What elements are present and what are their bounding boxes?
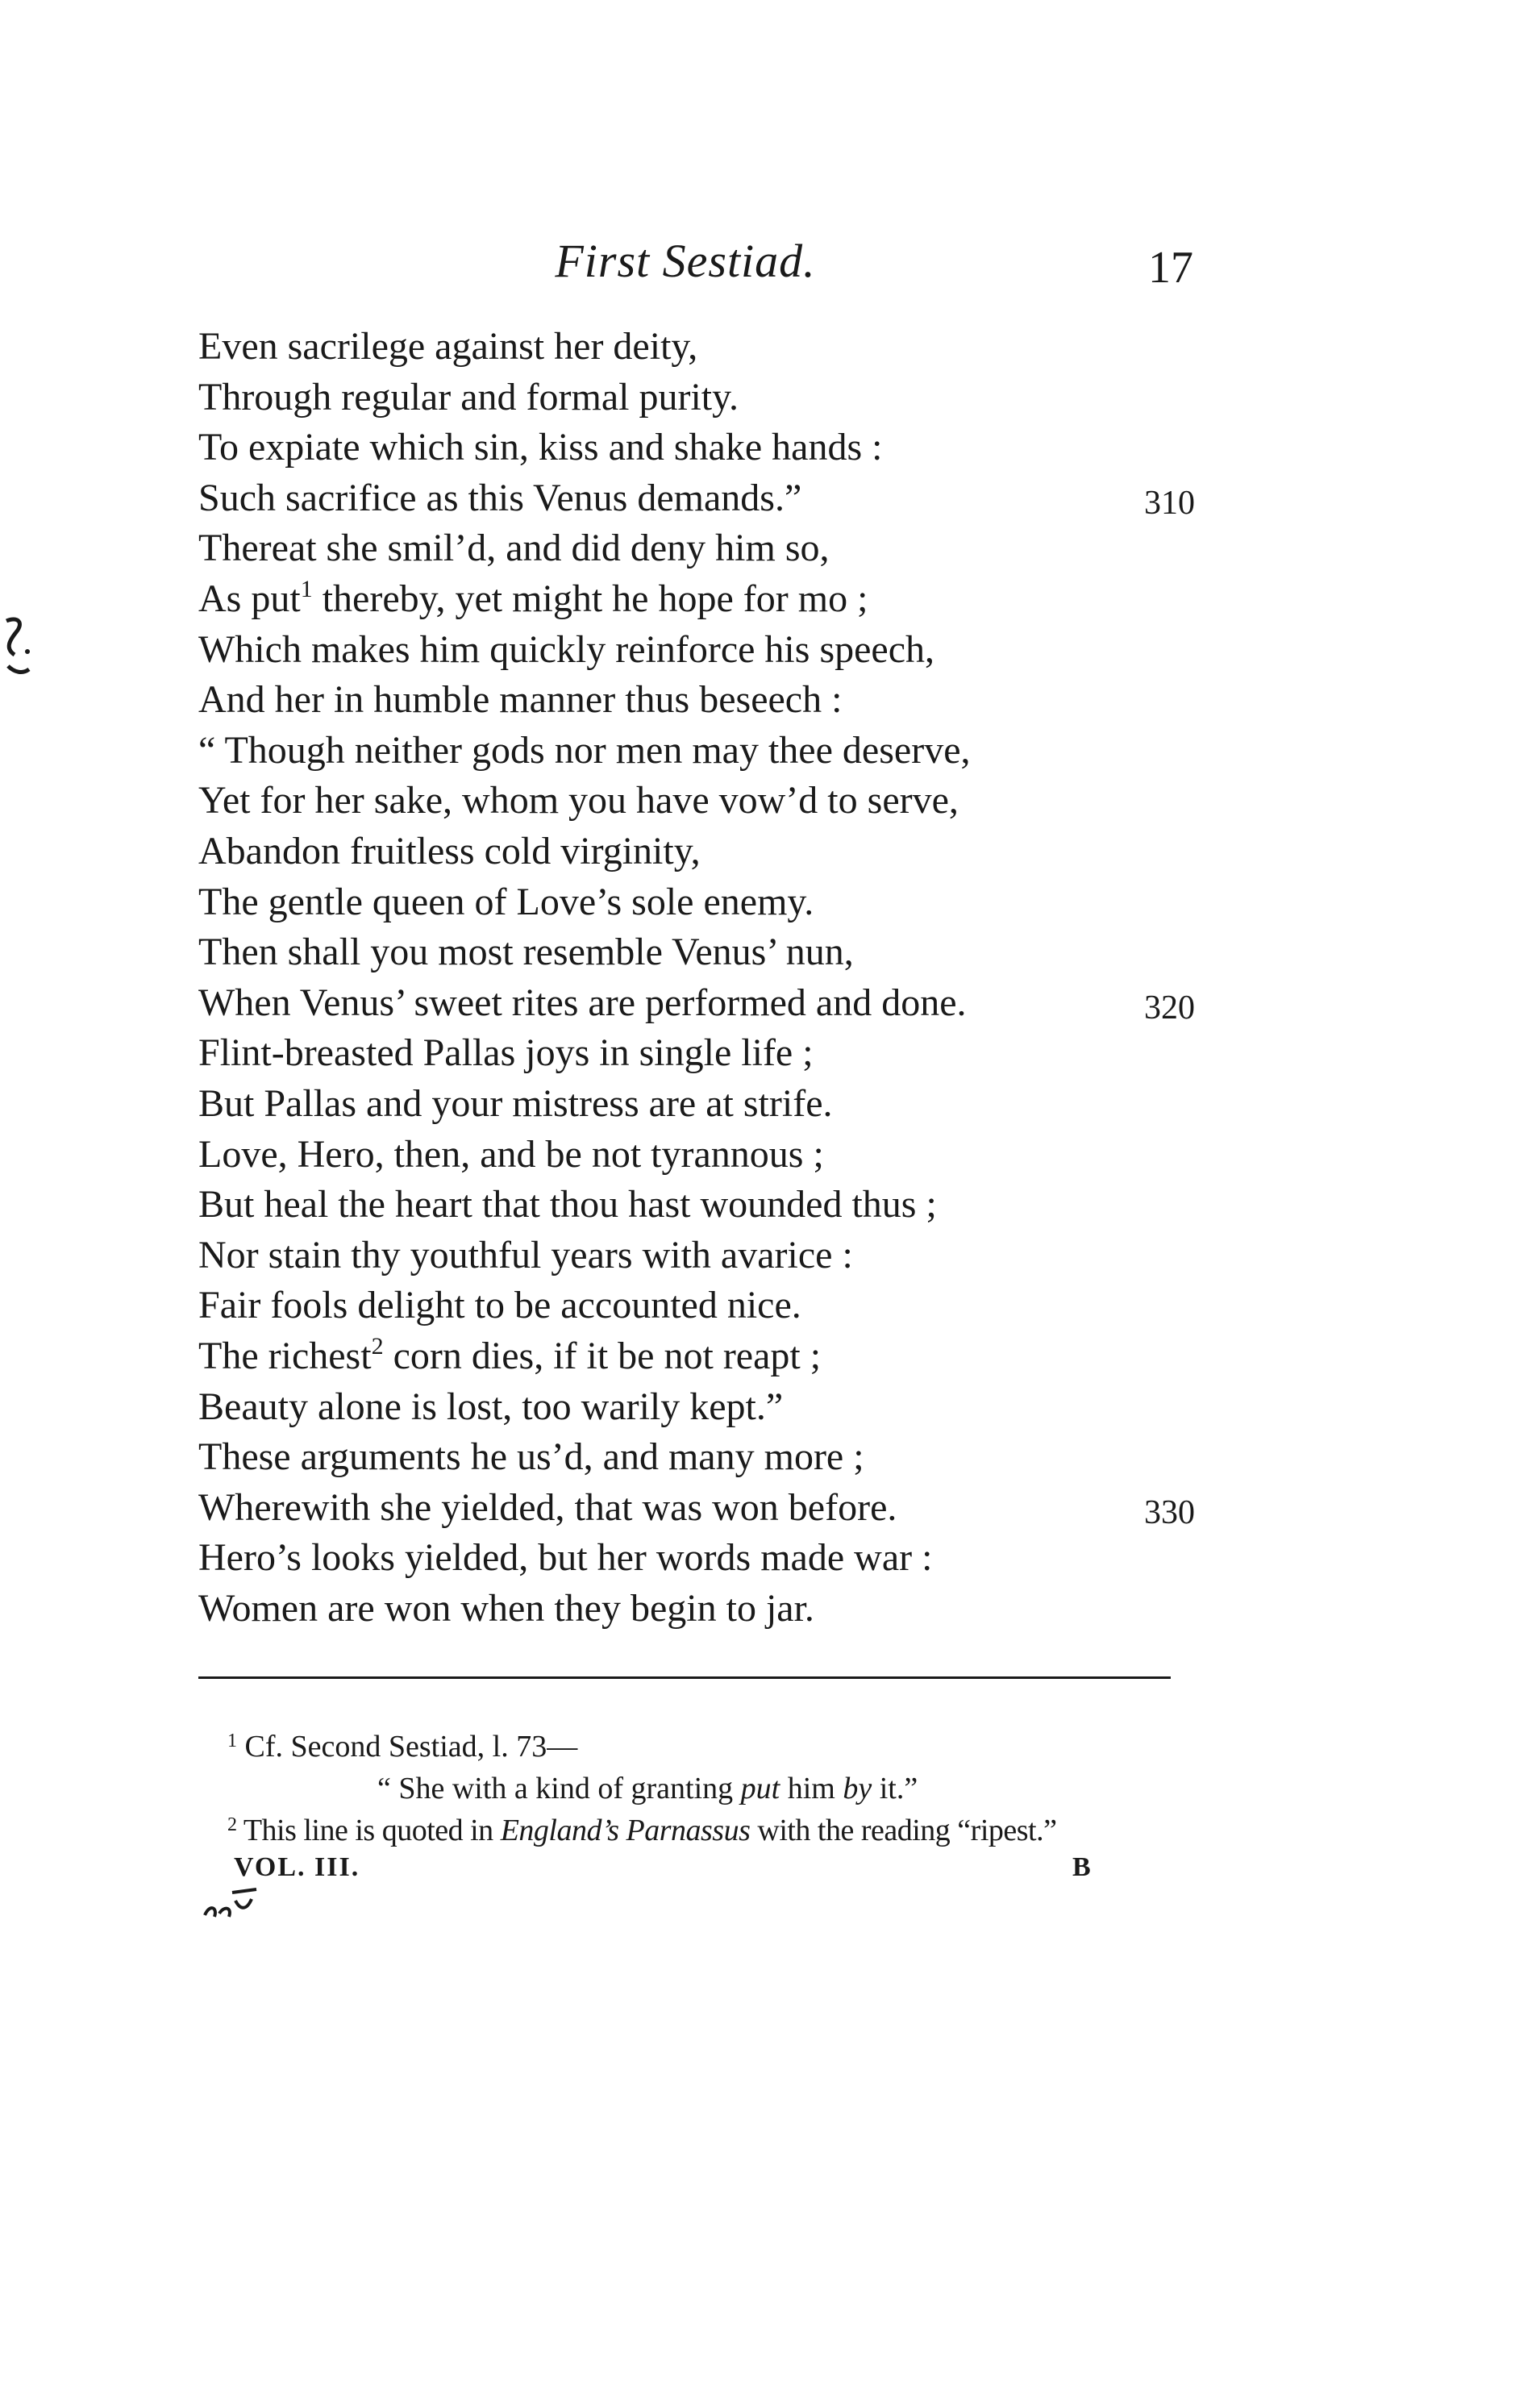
poem-line-text: Beauty alone is lost, too warily kept.” bbox=[198, 1385, 784, 1428]
poem-line-text: But Pallas and your mistress are at strife. bbox=[198, 1082, 833, 1125]
poem-line-text: Hero’s looks yielded, but her words made war : bbox=[198, 1536, 933, 1580]
poem-line-text: And her in humble manner thus beseech : bbox=[198, 678, 843, 722]
poem-line bbox=[198, 1181, 1085, 1229]
poem-line-text: Through regular and formal purity. bbox=[198, 375, 739, 419]
footnote-reference: 2 bbox=[371, 1333, 384, 1360]
poem-line bbox=[198, 323, 1085, 371]
poem-line-text: Thereat she smil’d, and did deny him so, bbox=[198, 527, 830, 570]
poem-line-text: Then shall you most resemble Venus’ nun, bbox=[198, 931, 854, 974]
footnote-1-quote-by: by bbox=[843, 1772, 872, 1805]
poem-line bbox=[198, 1029, 1085, 1077]
poem-line bbox=[198, 1080, 1085, 1128]
footnote-1-quotation bbox=[377, 1768, 918, 1809]
poem-line bbox=[198, 727, 1085, 775]
page-number: 17 bbox=[1148, 243, 1193, 293]
footnote-1-text: Cf. Second Sestiad, l. 73— bbox=[237, 1730, 578, 1764]
signature-volume: VOL. III. bbox=[234, 1852, 360, 1882]
poem-line-text: When Venus’ sweet rites are performed and done. bbox=[198, 981, 967, 1024]
footnote-1-quote-put: put bbox=[740, 1772, 780, 1805]
poem-line bbox=[198, 676, 1085, 724]
poem-line-text: Such sacrifice as this Venus demands.” bbox=[198, 476, 802, 519]
signature-mark: B bbox=[1072, 1852, 1091, 1882]
poem-line-text: The gentle queen of Love’s sole enemy. bbox=[198, 880, 814, 923]
poem-line bbox=[198, 928, 1085, 977]
margin-ink-mark bbox=[0, 613, 40, 685]
running-title: First Sestiad. bbox=[555, 235, 816, 287]
poem-line bbox=[198, 626, 1085, 674]
poem-line bbox=[198, 1484, 1085, 1532]
line-number: 320 bbox=[1144, 989, 1195, 1027]
poem-line bbox=[198, 777, 1085, 825]
poem-line bbox=[198, 1383, 1085, 1431]
poem-line bbox=[198, 524, 1085, 573]
poem-line bbox=[198, 423, 1085, 472]
poem-line-text: Yet for her sake, whom you have vow’d to serve, bbox=[198, 779, 959, 823]
poem-line-text: Abandon fruitless cold virginity, bbox=[198, 830, 701, 872]
poem-line-text: Women are won when they begin to jar. bbox=[198, 1587, 814, 1630]
poem-line bbox=[198, 1332, 1085, 1381]
footnote-2-text-a: This line is quoted in bbox=[236, 1814, 501, 1847]
poem-line bbox=[198, 1433, 1085, 1481]
poem-line-text: Nor stain thy youthful years with avarice : bbox=[198, 1233, 853, 1276]
poem-line-text: As put bbox=[198, 577, 301, 620]
footnote-2 bbox=[227, 1810, 1056, 1851]
poem-line bbox=[198, 878, 1085, 927]
poem-line-text: But heal the heart that thou hast wounded thus ; bbox=[198, 1183, 937, 1226]
poem-line bbox=[198, 827, 1085, 876]
poem-line-text: thereby, yet might he hope for mo ; bbox=[312, 577, 868, 620]
footnote-1-quote-open: “ She with a kind of granting bbox=[377, 1772, 741, 1805]
poem-line bbox=[198, 373, 1085, 422]
footnote-2-title: England’s Parnassus bbox=[500, 1814, 751, 1847]
line-number: 310 bbox=[1144, 484, 1195, 522]
poem-line bbox=[198, 979, 1085, 1027]
poem-line-text: corn dies, if it be not reapt ; bbox=[383, 1335, 822, 1377]
poem-line bbox=[198, 1585, 1085, 1633]
poem-line-text: Fair fools delight to be accounted nice. bbox=[198, 1284, 801, 1327]
poem-line bbox=[198, 474, 1085, 523]
poem-line-text: To expiate which sin, kiss and shake hands : bbox=[198, 426, 883, 469]
poem-line-text: Even sacrilege against her deity, bbox=[198, 325, 698, 368]
footnote-1-quote-close: it.” bbox=[872, 1772, 918, 1805]
footnote-1-marker: 1 bbox=[227, 1730, 237, 1751]
poem-line bbox=[198, 1534, 1085, 1582]
poem-line bbox=[198, 1281, 1085, 1330]
poem-line-text: The richest bbox=[198, 1335, 372, 1377]
ink-scribble-mark bbox=[200, 1883, 264, 1923]
poem-line-text: Flint-breasted Pallas joys in single life ; bbox=[198, 1031, 814, 1075]
poem-line-text: These arguments he us’d, and many more ; bbox=[198, 1435, 864, 1479]
poem-line bbox=[198, 1231, 1085, 1280]
poem-line bbox=[198, 1131, 1085, 1179]
footnote-reference: 1 bbox=[300, 576, 313, 602]
poem-line-text: Wherewith she yielded, that was won before. bbox=[198, 1485, 897, 1529]
poem-line bbox=[198, 575, 1085, 623]
poem-line-text: Which makes him quickly reinforce his speech, bbox=[198, 627, 935, 671]
footnote-1 bbox=[227, 1726, 577, 1767]
line-number: 330 bbox=[1144, 1493, 1195, 1531]
footnote-2-marker: 2 bbox=[227, 1814, 237, 1835]
footnote-2-text-b: with the reading “ripest.” bbox=[750, 1814, 1057, 1847]
poem-line-text: “ Though neither gods nor men may thee deserve, bbox=[198, 728, 971, 772]
poem-line-text: Love, Hero, then, and be not tyrannous ; bbox=[198, 1132, 824, 1176]
footnote-rule bbox=[198, 1676, 1171, 1679]
footnote-1-quote-mid: him bbox=[780, 1772, 843, 1805]
